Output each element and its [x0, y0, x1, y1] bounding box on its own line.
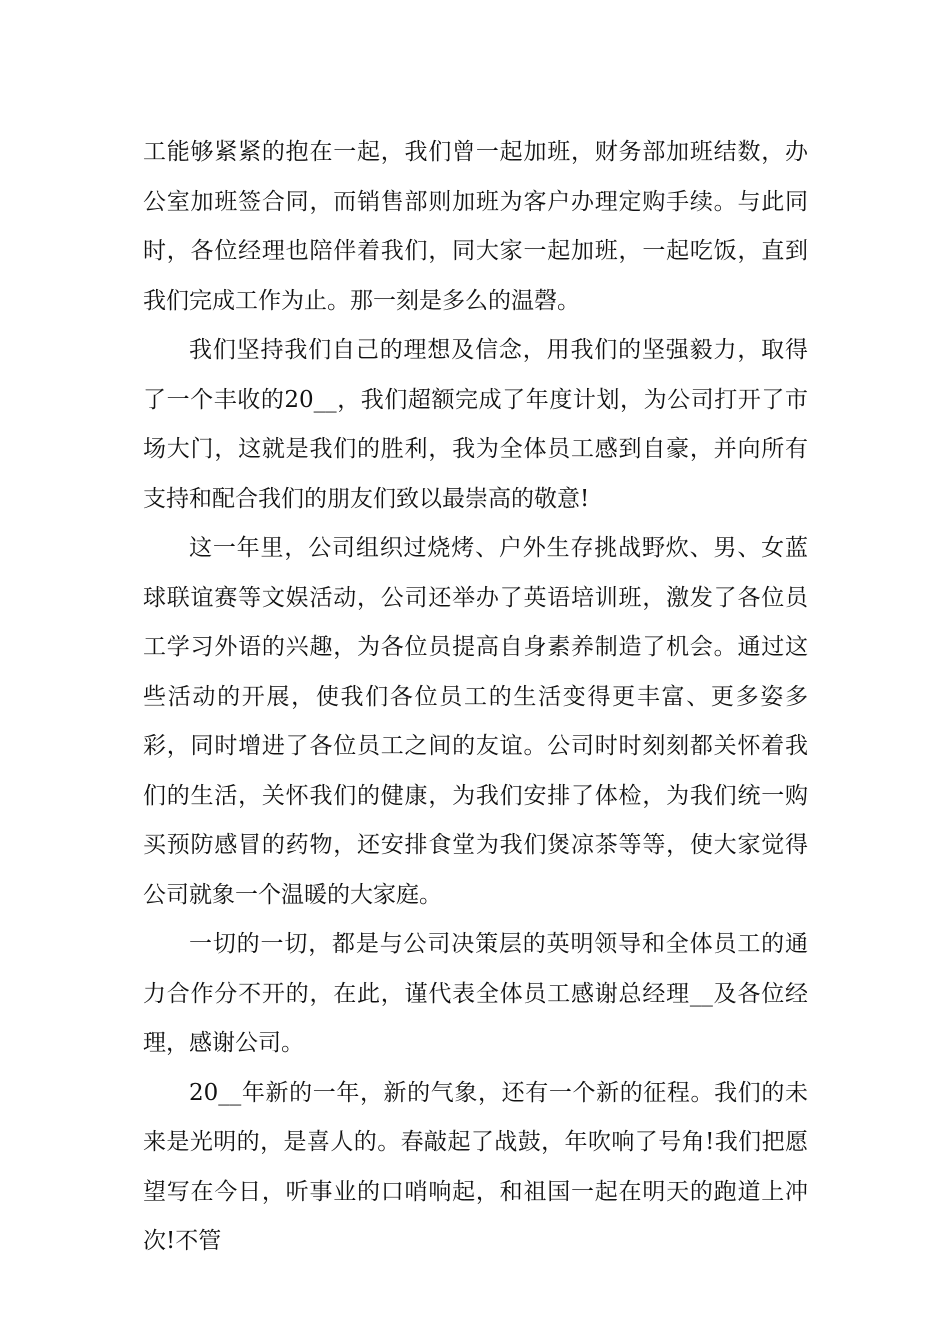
paragraph: 这一年里，公司组织过烧烤、户外生存挑战野炊、男、女蓝球联谊赛等文娱活动，公司还举办了英语培训班，激发了各位员工学习外语的兴趣，为各位员提高自身素养制造了机会。通过这些活动的开展，使我们各位员工的生活变得更丰富、更多姿多彩，同时增进了各位员工之间的友谊。公司时时刻刻都关怀着我们的生活，关怀我们的健康，为我们安排了体检，为我们统一购买预防感冒的药物，还安排食堂为我们煲凉茶等等，使大家觉得公司就象一个温暖的大家庭。 — [143, 535, 808, 908]
paragraph-continuation: 工能够紧紧的抱在一起，我们曾一起加班，财务部加班结数，办公室加班签合同，而销售部则加班为客户办理定购手续。与此同时，各位经理也陪伴着我们，同大家一起加班，一起吃饭，直到我们完成工作为止。那一刻是多么的温磬。 — [143, 139, 808, 314]
document-body — [143, 128, 808, 1267]
paragraph: 20__年新的一年，新的气象，还有一个新的征程。我们的未来是光明的，是喜人的。春敲起了战鼓，年吹响了号角!我们把愿望写在今日，听事业的口哨响起，和祖国一起在明天的跑道上冲次!不管 — [143, 1079, 808, 1254]
paragraph: 一切的一切，都是与公司决策层的英明领导和全体员工的通力合作分不开的，在此，谨代表全体员工感谢总经理__及各位经理，感谢公司。 — [143, 931, 808, 1056]
paragraph: 我们坚持我们自己的理想及信念，用我们的坚强毅力，取得了一个丰收的20__，我们超额完成了年度计划，为公司打开了市场大门，这就是我们的胜利，我为全体员工感到自豪，并向所有支持和配合我们的朋友们致以最崇高的敬意! — [143, 337, 808, 512]
